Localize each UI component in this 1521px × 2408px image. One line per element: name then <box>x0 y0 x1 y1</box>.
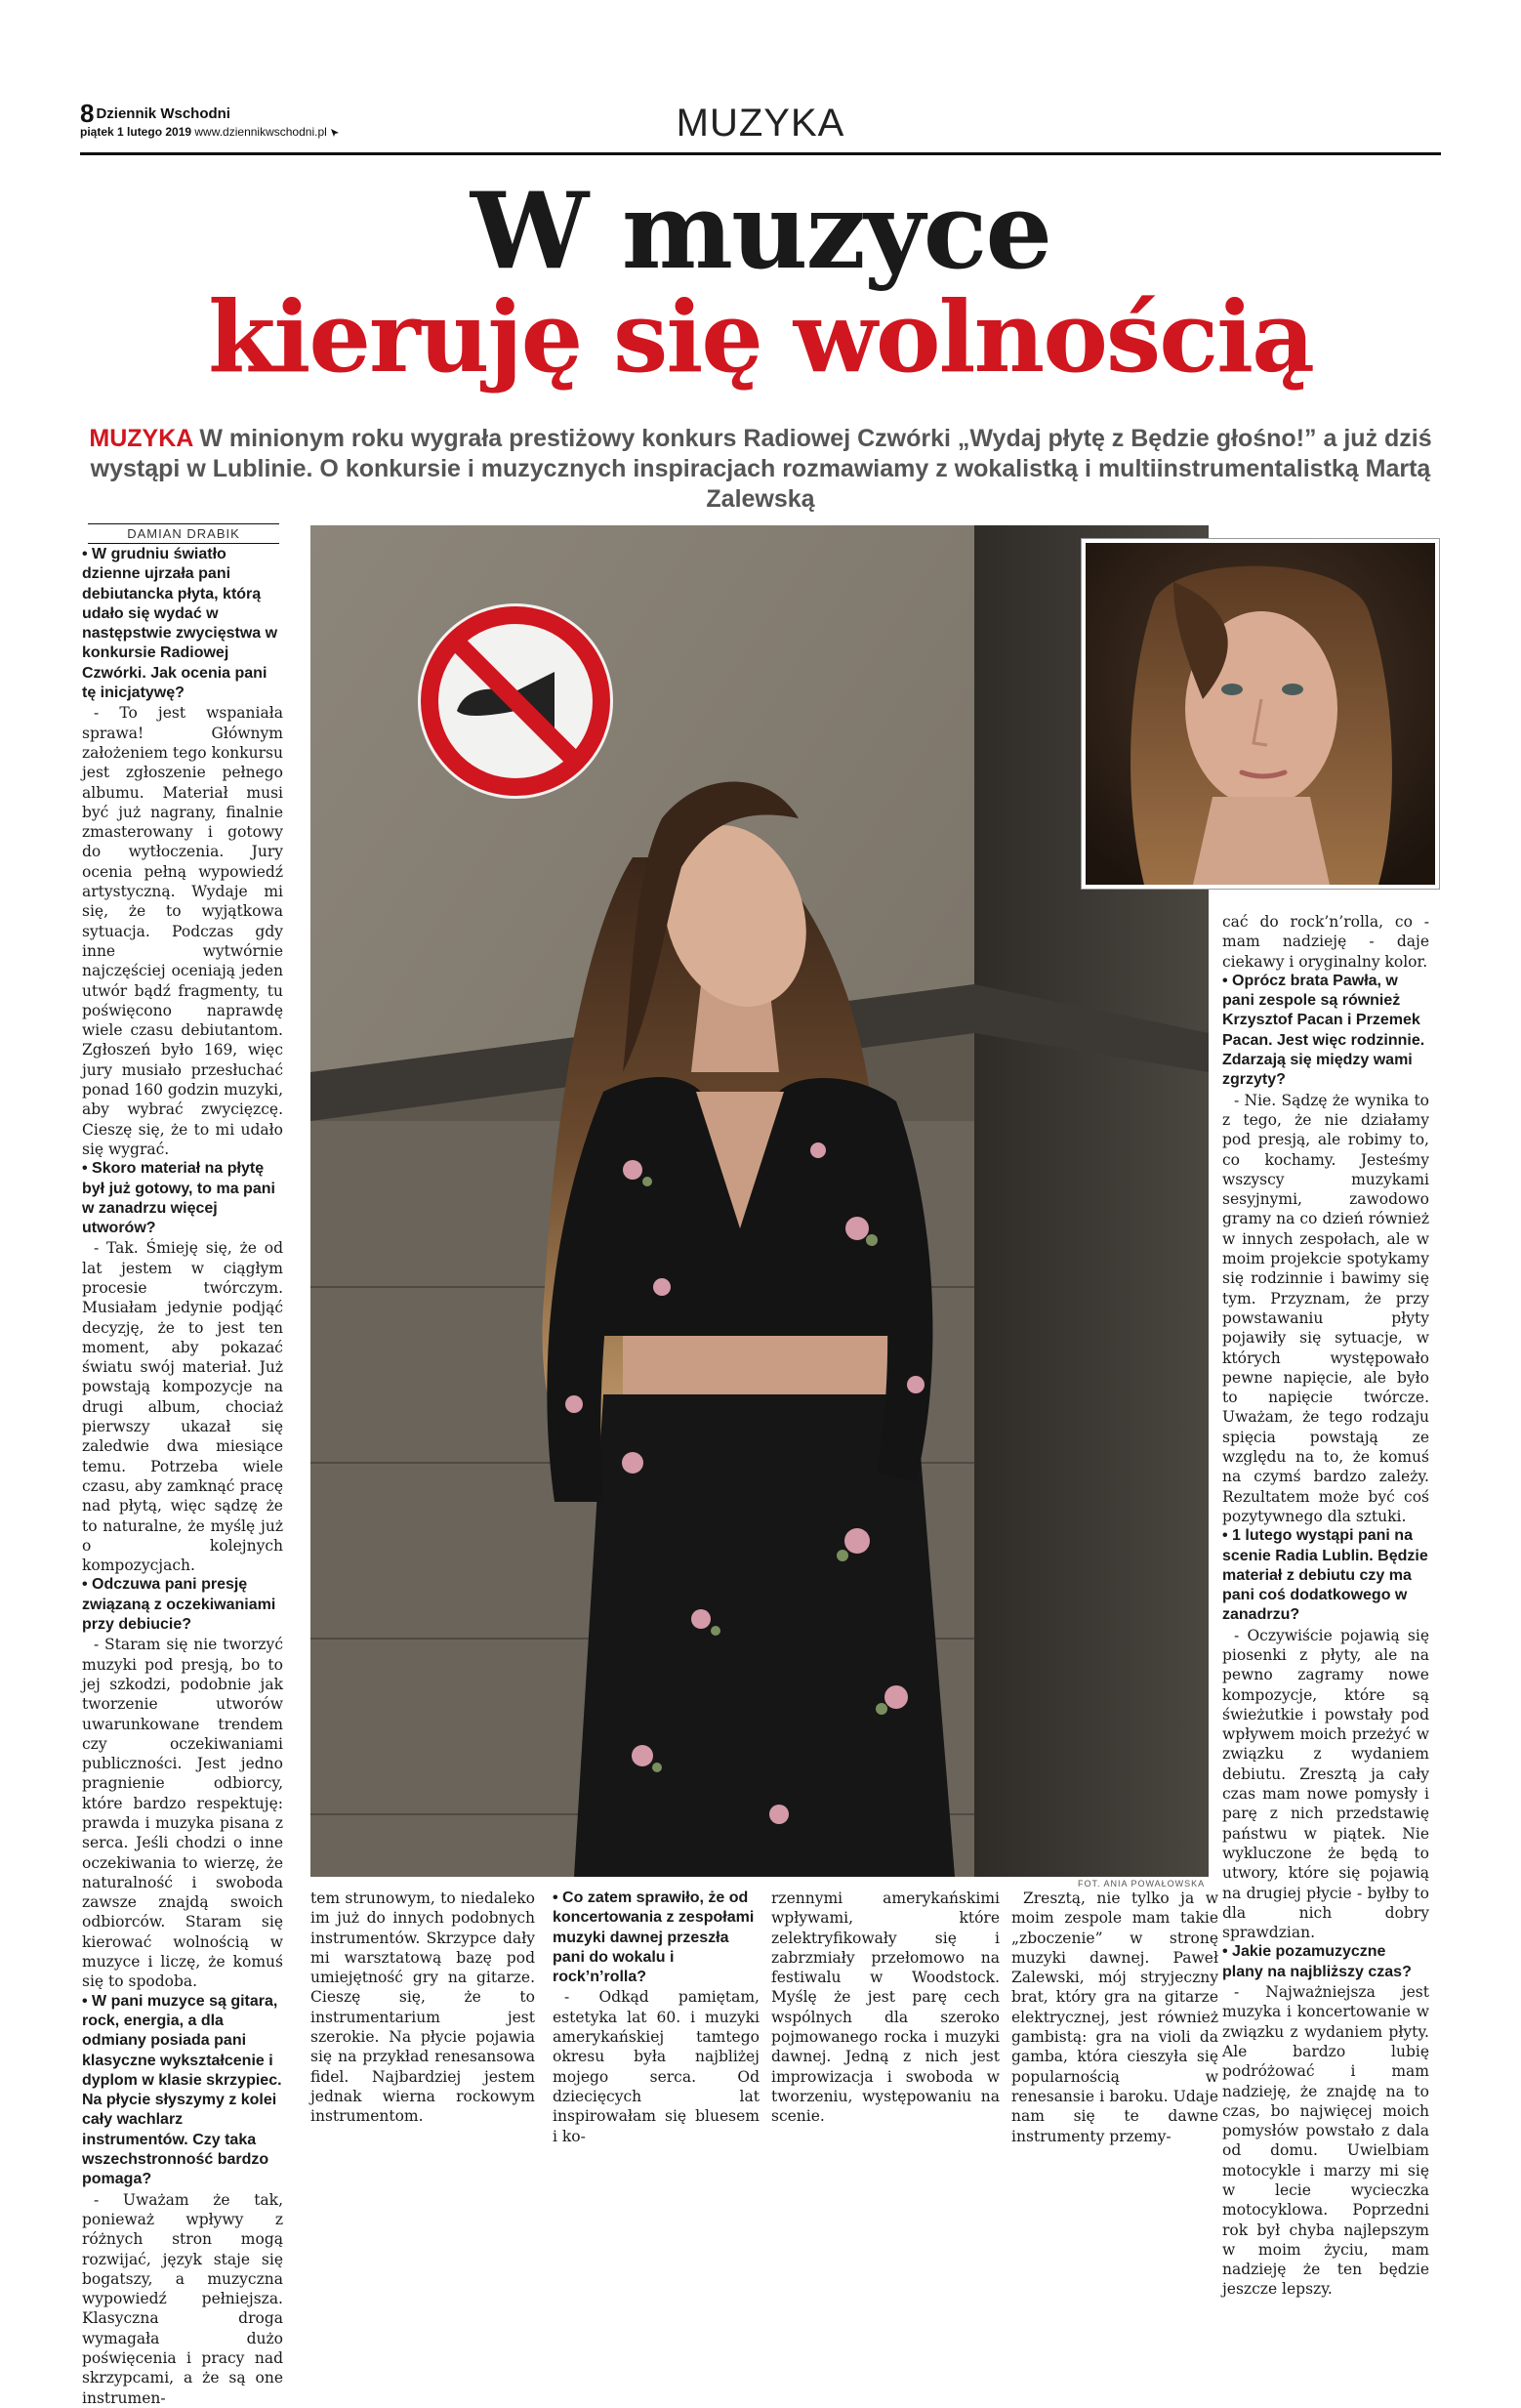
text-column-1 <box>82 545 283 2408</box>
interview-question: • Co zatem sprawiło, że od koncertowania z zespołami muzyki dawnej przeszła pani do wokalu i rock’n’rolla? <box>553 1889 755 1986</box>
interview-answer: - Nie. Sądzę że wynika to z tego, że nie działamy pod presją, ale robimy to, co kochamy. Jesteśmy wszyscy muzykami sesyjnymi, zawodowo gramy na co dzień również w innych zespołach, ale w moim projekcie spotykamy się rodzinnie i bawimy się tym. Przyznam, że przy powstawaniu płyty pojawiły się sytuacje, w których występowało pewne napięcie, ale było to napięcie twórcze. Uważam, że tego rodzaju spięcia powstają ze względu na to, że komuś na czymś bardzo zależy. Rezultatem może być coś pozytywnego dla sztuki. <box>1222 1091 1429 1525</box>
photo-credit: FOT. ANIA POWAŁOWSKA <box>1078 1879 1206 1889</box>
interview-answer: - Najważniejsza jest muzyka i koncertowanie w związku z wydaniem płyty. Ale bardzo lubię podróżować i mam nadzieję, że znajdę na to czas, bo najwięcej moich pomysłów powstało z dala od domu. Uwielbiam motocykle i marzy mi się w lecie wycieczka motocyklowa. Poprzedni rok był chyba najlepszym w moim życiu, mam nadzieję że ten będzie jeszcze lepszy. <box>1222 1983 1429 2299</box>
lead-text: W minionym roku wygrała prestiżowy konkurs Radiowej Czwórki „Wydaj płytę z Będzie głośno!” a już dziś wystąpi w Lublinie. O konkursie i muzycznych inspiracjach rozmawiamy z wokalistką i multiinstrumentalistką Martą Zalewską <box>90 425 1432 513</box>
interview-answer: - Odkąd pamiętam, estetyka lat 60. i muzyki amerykańskiej tamtego okresu była najbliżej mojego serca. Od dziecięcych lat inspirowałam się bluesem i ko- <box>553 1988 760 2145</box>
text-column-6 <box>1222 912 1429 2300</box>
lead-paragraph <box>80 424 1441 515</box>
interview-answer: tem strunowym, to niedaleko im już do innych podobnych instrumentów. Skrzypce dały mi warsztatową bazę pod umiejętność gry na gitarze. Cieszę się, że to instrumentarium jest szerokie. Na płycie pojawia się na przykład renesansowa fidel. Najbardziej jestem jednak wierna rockowym instrumentom. <box>310 1889 535 2126</box>
byline: DAMIAN DRABIK <box>88 523 279 544</box>
interview-question: • Skoro materiał na płytę był już gotowy, to ma pani w zanadrzu więcej utworów? <box>82 1160 275 1237</box>
interview-answer: - Oczywiście pojawią się piosenki z płyty, ale na pewno zagramy nowe kompozycje, które są świeżutkie i powstały pod wpływem moich przeżyć w związku z wydaniem debiutu. Zresztą ja cały czas mam nowe pomysły i parę z nich przedstawię państwu w piątek. Nie wykluczone że będą to utwory, które się pojawią na drugiej płycie - byłby to dla nich dobry sprawdzian. <box>1222 1626 1429 1942</box>
paper-name: Dziennik Wschodni <box>96 105 230 122</box>
portrait-photo-illustration <box>310 525 1209 1877</box>
inset-portrait-illustration <box>1086 543 1435 885</box>
interview-answer: rzennymi amerykańskimi wpływami, które zelektryfikowały się i zabrzmiały przełomowo na festiwalu w Woodstock. Myślę że jest parę cech wspólnych dla szeroko pojmowanego rocka i muzyki dawnej. Jedną z nich jest improwizacja i swoboda w tworzeniu, występowaniu na scenie. <box>771 1889 1000 2126</box>
inset-portrait-photo <box>1082 539 1439 889</box>
interview-question: • Odczuwa pani presję związaną z oczekiwaniami przy debiucie? <box>82 1576 276 1634</box>
interview-question: • W pani muzyce są gitara, rock, energia, a dla odmiany posiada pani klasyczne wykształcenie i dyplom w klasie skrzypiec. Na płycie słyszymy z kolei cały wachlarz instrumentów. Czy taka wszechstronność bardzo pomaga? <box>82 1992 282 2188</box>
interview-question: • Oprócz brata Pawła, w pani zespole są również Krzysztof Pacan i Przemek Pacan. Jest więc rodzinnie. Zdarzają się między wami zgrzyty? <box>1222 972 1425 1089</box>
text-column-3 <box>553 1889 760 2146</box>
interview-question: • W grudniu światło dzienne ujrzała pani debiutancka płyta, którą udało się wydać w następstwie zwycięstwa w konkursie Radiowej Czwórki. Jak ocenia pani tę inicjatywę? <box>82 546 278 702</box>
header-rule <box>80 152 1441 155</box>
interview-question: • 1 lutego wystąpi pani na scenie Radia Lublin. Będzie materiał z debiutu czy ma pani coś dodatkowego w zanadrzu? <box>1222 1527 1428 1624</box>
interview-answer: - Tak. Śmieję się, że od lat jestem w ciągłym procesie twórczym. Musiałam jedynie podjąć decyzję, że to jest ten moment, aby pokazać światu swój materiał. Już powstają kompozycje na drugi album, chociaż pierwszy ukazał się zaledwie dwa miesiące temu. Potrzeba wiele czasu, aby zamknąć pracę nad płytą, więc sądzę że to naturalne, że myślę już o kolejnych kompozycjach. <box>82 1239 283 1575</box>
lead-tag: MUZYKA <box>89 425 193 452</box>
interview-answer: - Staram się nie tworzyć muzyki pod presją, bo to jej szkodzi, podobnie jak tworzenie utworów uwarunkowane trendem czy oczekiwaniami publiczności. Jest jedno pragnienie odbiorcy, które bardzo respektuję: prawda i muzyka pisana z serca. Jeśli chodzi o inne oczekiwania to wierzę, że naturalność i swoboda zawsze znajdą swoich odbiorców. Staram się kierować wolnością w muzyce i liczę, że komuś się to spodoba. <box>82 1636 283 1991</box>
text-column-4 <box>771 1889 1000 2127</box>
text-column-2 <box>310 1889 535 2127</box>
headline-line-2: kieruję się wolnością <box>208 279 1313 394</box>
interview-answer: - Uważam że tak, ponieważ wpływy z różnych stron mogą rozwijać, język staje się bogatszy, a muzyczna wypowiedź pełniejsza. Klasyczna droga wymagała dużo poświęcenia i pracy nad skrzypcami, a że są one instrumen- <box>82 2190 283 2407</box>
interview-answer: - To jest wspaniała sprawa! Głównym założeniem tego konkursu jest zgłoszenie pełnego albumu. Materiał musi być już nagrany, finalnie zmasterowany i gotowy do wytłoczenia. Jury ocenia pełną wypowiedź artystyczną. Wydaje mi się, że to wyjątkowa sytuacja. Podczas gdy inne wytwórnie najczęściej oceniają jeden utwór bądź fragmenty, tu poświęcono naprawdę wiele czasu debiutantom. Zgłoszeń było 169, więc jury musiało przesłuchać ponad 160 godzin muzyki, aby wybrać zwycięzcę. Cieszę się, że to mi udało się wygrać. <box>82 704 283 1158</box>
interview-answer: Zresztą, nie tylko ja w moim zespole mam takie „zboczenie” w stronę muzyki dawnej. Paweł Zalewski, mój stryjeczny brat, który gra na gitarze elektrycznej, jest również gambistą: gra na violi da gamba, która cieszyła się popularnością w renesansie i baroku. Udaje nam się te dawne instrumenty przemy- <box>1011 1889 1218 2145</box>
section-title: MUZYKA <box>676 102 845 145</box>
interview-answer: cać do rock’n’rolla, co - mam nadzieję - daje ciekawy i oryginalny kolor. <box>1222 913 1429 971</box>
website-link[interactable]: www.dziennikwschodni.pl <box>194 125 327 139</box>
interview-question: • Jakie pozamuzyczne plany na najbliższy czas? <box>1222 1943 1412 1980</box>
page-number: 8 <box>80 99 95 128</box>
headline-line-1: W muzyce <box>470 170 1051 293</box>
text-column-5 <box>1011 1889 1218 2146</box>
main-photo <box>310 525 1209 1877</box>
issue-date: piątek 1 lutego 2019 <box>80 125 192 139</box>
